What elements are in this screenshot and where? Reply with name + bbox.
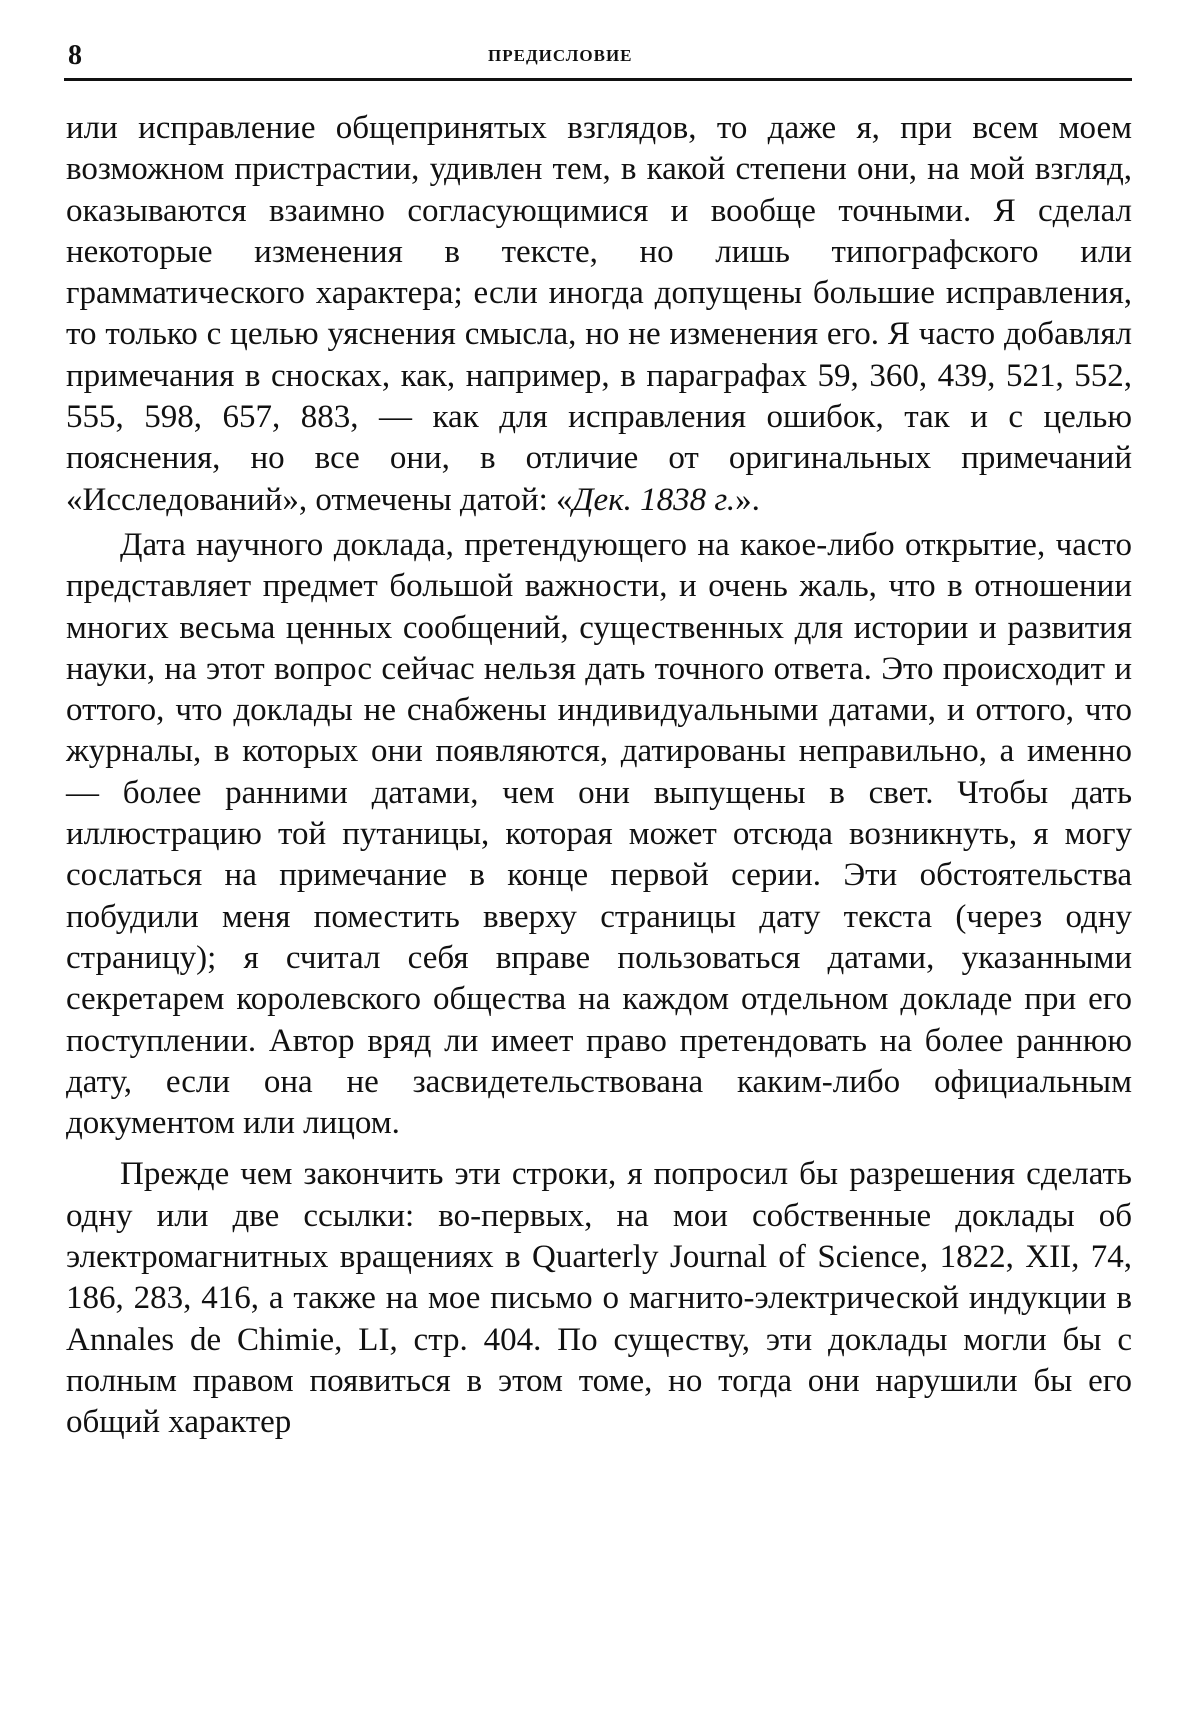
paragraph-1	[66, 108, 1132, 521]
paragraph-1-text-end: ».	[735, 481, 760, 518]
paragraph-1-date-italic: Дек. 1838 г.	[572, 481, 736, 518]
paragraph-1-text: или исправление общепринятых взглядов, то даже я, при всем моем возможном пристрастии, удивлен тем, в какой степени они, на мой взгляд, оказываются взаимно согласующимися и вообще точными. Я сделал некоторые изменения в тексте, но лишь типографского или грамматического характера; если иногда допущены большие исправления, то только с целью уяснения смысла, но не изменения его. Я часто добавлял примечания в сносках, как, например, в параграфах 59, 360, 439, 521, 552, 555, 598, 657, 883, — как для исправления ошибок, так и с целью пояснения, но все они, в отличие от оригинальных примечаний «Исследований», отмечены датой: «	[66, 110, 1132, 518]
running-title: ПРЕДИСЛОВИЕ	[488, 46, 633, 65]
body-text	[66, 108, 1132, 1444]
page-number: 8	[68, 40, 82, 71]
paragraph-3: Прежде чем закончить эти строки, я попросил бы разрешения сделать одну или две ссылки: во-первых, на мои собственные доклады об электромагнитных вращениях в Quarterly Journal of Science, 1822, XII, 74, 186, 283, 416, а также на мое письмо о магнито-электрической индукции в Annales de Chimie, LI, стр. 404. По существу, эти доклады могли бы с полным правом появиться в этом томе, но тогда они нарушили бы его общий характер	[66, 1156, 1132, 1441]
running-head	[68, 36, 1128, 76]
header-rule	[64, 78, 1132, 81]
paragraph-2: Дата научного доклада, претендующего на какое-либо открытие, часто представляет предмет большой важности, и очень жаль, что в отношении многих весьма ценных сообщений, существенных для истории и развития науки, на этот вопрос сейчас нельзя дать точного ответа. Это происходит и оттого, что доклады не снабжены индивидуальными датами, и оттого, что журналы, в которых они появляются, датированы неправильно, а именно — более ранними датами, чем они выпущены в свет. Чтобы дать иллюстрацию той путаницы, которая может отсюда возникнуть, я могу сослаться на примечание в конце первой серии. Эти обстоятельства побудили меня поместить вверху страницы дату текста (через одну страницу); я считал себя вправе пользоваться датами, указанными секретарем королевского общества на каждом отдельном докладе при его поступлении. Автор вряд ли имеет право претендовать на более раннюю дату, если она не засвидетельствована каким-либо официальным документом или лицом.	[66, 526, 1132, 1142]
